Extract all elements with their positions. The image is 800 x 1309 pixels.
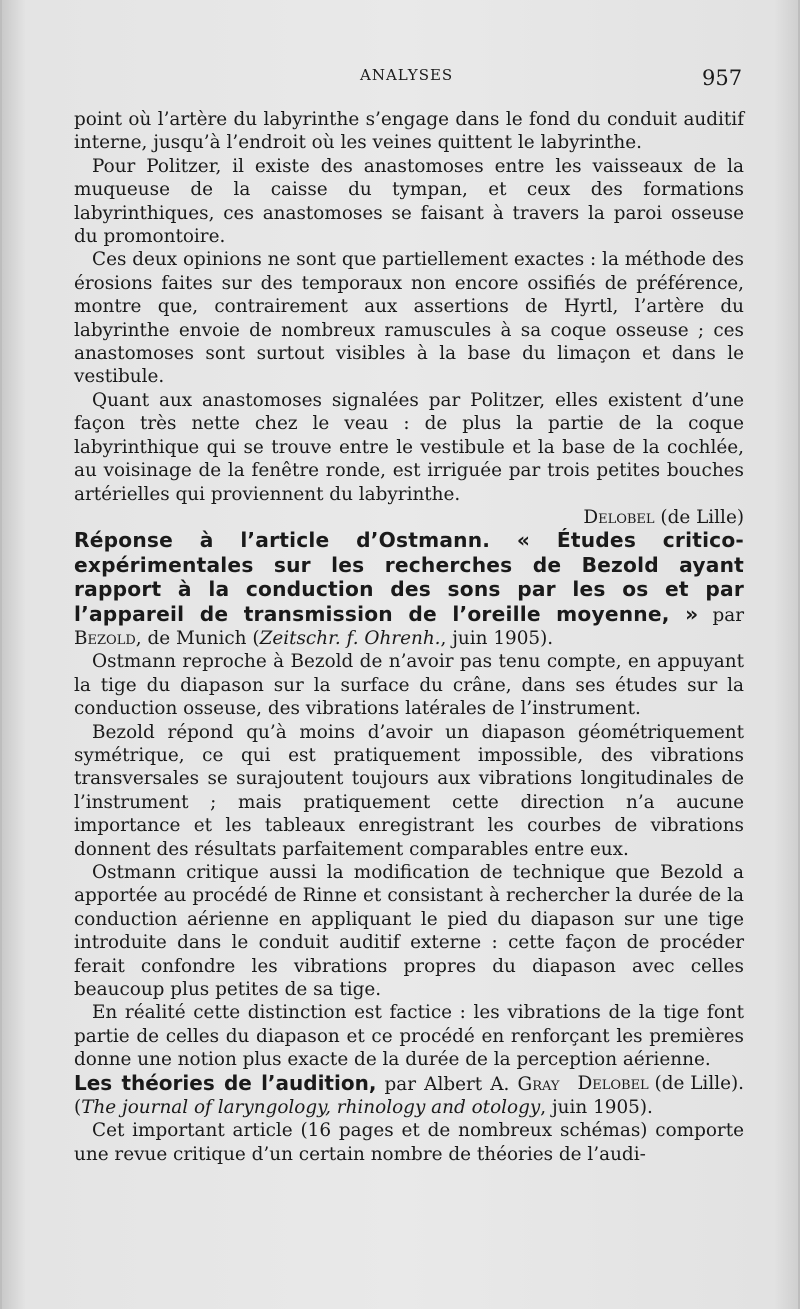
paragraph: Ostmann critique aussi la modification de technique que Bezold a apportée au procédé de Rinne et consistant à rechercher la durée de la conduction aérienne en appliquant le pied du diapason sur une tige introduite dans le conduit auditif externe : cette façon de procéder ferait confondre les vibrations propres du diapason avec celles beaucoup plus petites de sa tige. (74, 862, 744, 1001)
book-page (2, 0, 798, 1309)
paragraph-text: En réalité cette distinction est factice : les vibrations de la tige font partie de celles du diapason et ce procédé en renforçant les premières donne une notion plus exacte de la durée de la perception aérienne. (74, 1002, 744, 1071)
review-title: Les théories de l’audition, (74, 1070, 377, 1095)
running-head-title: ANALYSES (360, 66, 454, 84)
paragraph: Bezold répond qu’à moins d’avoir un diapason géométriquement symétrique, ce qui est pratiquement impossible, des vibrations transversales se surajoutent toujours aux vibrations longitudinales de l’instrument ; mais pratiquement cette direction n’a aucune importance et les tableaux enregistrant les courbes de vibrations donnent des résultats parfaitement comparables entre eux. (74, 721, 744, 860)
review-author: Bezold, (74, 627, 142, 649)
review-heading: Les théories de l’audition, par Albert A. Gray (The journal of laryngology, rhinology and otology, juin 1905). (74, 1070, 653, 1119)
page-number: 957 (702, 66, 743, 90)
review-place: de Munich (147, 627, 247, 649)
running-head (2, 66, 798, 96)
review-author: Gray (517, 1073, 560, 1095)
review-journal: The journal of laryngology, rhinology and otology (81, 1097, 541, 1119)
paragraph: point où l’artère du labyrinthe s’engage dans le fond du conduit auditif interne, jusqu’à l’endroit où les veines quittent le labyrinthe. (74, 109, 744, 154)
signature-place: (de Lille) (660, 506, 744, 528)
signature-name: Delobel (583, 506, 655, 528)
review-journal: Zeitschr. f. Ohrenh. (259, 627, 441, 649)
article-body (74, 108, 744, 1166)
paragraph: Ostmann reproche à Bezold de n’avoir pas tenu compte, en appuyant la tige du diapason sur la surface du crâne, dans ses études sur la conduction osseuse, des vibrations latérales de l’instrument. (74, 651, 744, 720)
review-title: Réponse à l’article d’Ostmann. « Études critico-expérimentales sur les recherches de Bezold ayant rapport à la conduction des sons par les os et par l’appareil de transmission de l’oreille moyenne, » (74, 528, 744, 626)
signature (559, 1072, 744, 1095)
review-date: , juin 1905). (540, 1097, 653, 1119)
signature-place: (de Lille). (654, 1072, 744, 1094)
review-par: par Albert A. (384, 1073, 510, 1095)
signature-name: Delobel (577, 1072, 649, 1094)
paragraph: Ces deux opinions ne sont que partiellement exactes : la méthode des érosions faites sur des temporaux non encore ossifiés de préférence, montre que, contrairement aux assertions de Hyrtl, l’artère du labyrinthe envoie de nombreux ramuscules à sa coque osseuse ; ces anastomoses sont surtout visibles à la base du limaçon et dans le vestibule. (74, 249, 744, 388)
review-heading: Réponse à l’article d’Ostmann. « Études critico-expérimentales sur les recherches de Bezold ayant rapport à la conduction des sons par les os et par l’appareil de transmission de l’oreille moyenne, » par Bezold, de Munich (Zeitschr. f. Ohrenh., juin 1905). (74, 528, 744, 649)
paragraph: Quant aux anastomoses signalées par Politzer, elles existent d’une façon très nette chez le veau : de plus la partie de la coque labyrinthique qui se trouve entre le vestibule et la base de la cochlée, au voisinage de la fenêtre ronde, est irriguée par trois petites bouches artérielles qui proviennent du labyrinthe. (74, 389, 744, 505)
review-date: , juin 1905). (440, 627, 554, 649)
review-par: par (712, 604, 744, 626)
paragraph: Pour Politzer, il existe des anastomoses entre les vaisseaux de la muqueuse de la caisse du tympan, et ceux des formations labyrinthiques, ces anastomoses se faisant à travers la paroi osseuse du promontoire. (74, 155, 744, 248)
signature (74, 506, 744, 529)
paragraph: Cet important article (16 pages et de nombreux schémas) comporte une revue critique d’un certain nombre de théories de l’audi- (74, 1120, 744, 1165)
